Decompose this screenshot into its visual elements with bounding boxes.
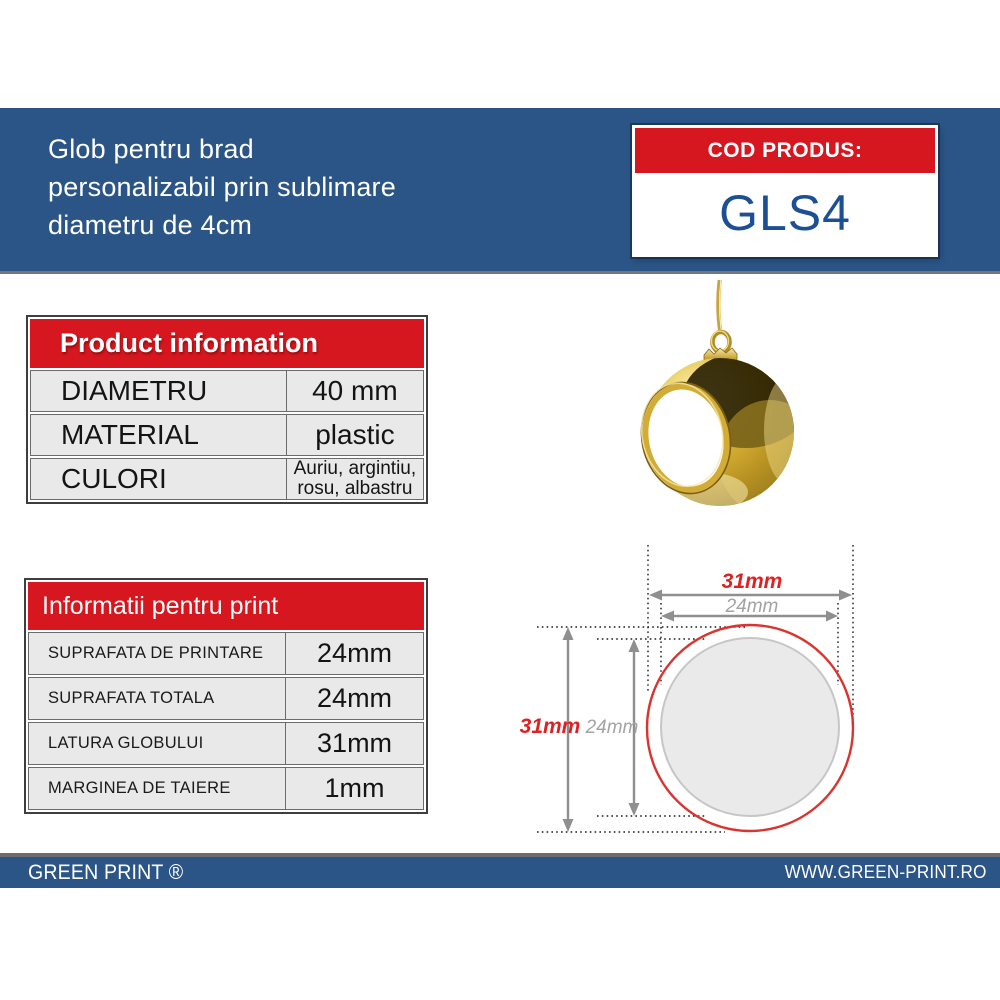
table-row-suprafata-totala [28, 677, 424, 720]
row-value: 31mm [285, 723, 423, 764]
inner-height-label: 24mm [585, 717, 639, 738]
row-value-line-2: rosu, albastru [297, 478, 413, 499]
row-label: MATERIAL [61, 419, 199, 450]
row-value: 24mm [285, 678, 423, 719]
inner-print-area-circle [661, 638, 839, 816]
brand-logo-text: GREEN PRINT ® [28, 861, 184, 884]
table-row-latura-globului [28, 722, 424, 765]
dimension-diagram [505, 535, 985, 850]
print-info-table-header: Informatii pentru print [28, 582, 424, 630]
row-value [286, 459, 423, 499]
product-info-table [26, 315, 428, 504]
table-row-marginea-taiere [28, 767, 424, 810]
row-label: SUPRAFATA TOTALA [48, 689, 215, 707]
table-row-diametru [30, 370, 424, 412]
table-row-culori [30, 458, 424, 500]
inner-width-label: 24mm [725, 596, 779, 617]
row-label: CULORI [61, 463, 167, 494]
table-row-suprafata-printare [28, 632, 424, 675]
product-photo-gold-ornament [638, 280, 858, 510]
title-line-3: diametru de 4cm [48, 210, 253, 240]
row-label: MARGINEA DE TAIERE [48, 779, 231, 797]
row-value: 1mm [285, 768, 423, 809]
print-info-table [24, 578, 428, 814]
title-line-2: personalizabil prin sublimare [48, 172, 396, 202]
product-code-value: GLS4 [719, 185, 851, 241]
footer-band [0, 857, 1000, 888]
table-row-material [30, 414, 424, 456]
row-value: plastic [286, 415, 423, 455]
row-label: SUPRAFATA DE PRINTARE [48, 644, 264, 662]
product-info-table-header: Product information [30, 319, 424, 368]
row-value-line-1: Auriu, argintiu, [293, 458, 417, 479]
website-link[interactable]: WWW.GREEN-PRINT.RO [785, 862, 987, 882]
outer-height-label: 31mm [519, 715, 581, 738]
product-code-label: COD PRODUS: [635, 128, 935, 173]
product-code-box [632, 125, 938, 257]
header-band [0, 108, 1000, 274]
row-value: 40 mm [286, 371, 423, 411]
row-label: DIAMETRU [61, 375, 208, 406]
page-title [48, 130, 396, 244]
outer-width-label: 31mm [721, 570, 783, 593]
title-line-1: Glob pentru brad [48, 134, 254, 164]
row-label: LATURA GLOBULUI [48, 734, 204, 752]
row-value: 24mm [285, 633, 423, 674]
